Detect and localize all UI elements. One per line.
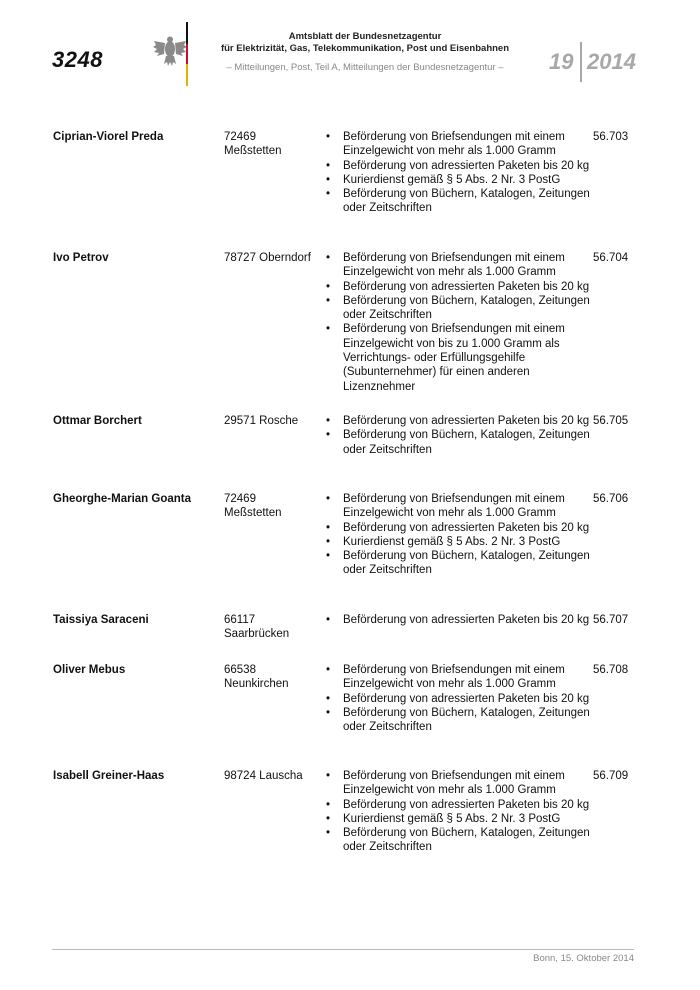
service-list <box>326 663 591 734</box>
licensee-place <box>224 769 324 783</box>
issue-separator <box>580 42 582 82</box>
service-item: • Beförderung von adressierten Paketen bis 20 kg <box>326 798 591 812</box>
place-line: 98724 Lauscha <box>224 770 303 782</box>
licensee-place <box>224 251 324 265</box>
service-item: • Beförderung von adressierten Paketen bis 20 kg <box>326 521 591 535</box>
issue-number: 19 <box>549 49 574 74</box>
license-number: 56.703 <box>593 131 629 143</box>
place-line: Saarbrücken <box>224 628 290 641</box>
issue-year: 2014 <box>587 49 636 74</box>
service-item: • Beförderung von Briefsendungen mit einem Einzelgewicht von mehr als 1.000 Gramm <box>326 251 591 280</box>
licensee-name: Gheorghe-Marian Goanta <box>53 493 192 505</box>
service-item: • Kurierdienst gemäß § 5 Abs. 2 Nr. 3 PostG <box>326 535 591 549</box>
licensee-name: Taissiya Saraceni <box>53 614 149 626</box>
license-number: 56.704 <box>593 252 629 264</box>
flag-bar-black <box>186 22 188 44</box>
service-list <box>326 251 591 394</box>
service-item: • Beförderung von adressierten Paketen bis 20 kg <box>326 692 591 706</box>
service-item: • Beförderung von adressierten Paketen bis 20 kg <box>326 280 591 294</box>
service-item: • Beförderung von adressierten Paketen bis 20 kg <box>326 159 591 173</box>
service-list <box>326 492 591 578</box>
license-number: 56.708 <box>593 664 629 676</box>
place-line: 78727 Oberndorf <box>224 252 311 264</box>
flag-bar-red <box>186 44 188 64</box>
footer-date: Bonn, 15. Oktober 2014 <box>533 953 634 964</box>
place-line: Neunkirchen <box>224 678 289 691</box>
service-item: • Beförderung von adressierten Paketen bis 20 kg <box>326 414 591 428</box>
service-item: • Beförderung von Büchern, Katalogen, Zeitungen oder Zeitschriften <box>326 826 591 855</box>
service-item: • Beförderung von Büchern, Katalogen, Zeitungen oder Zeitschriften <box>326 428 591 457</box>
service-list <box>326 414 591 457</box>
service-item: • Beförderung von Büchern, Katalogen, Zeitungen oder Zeitschriften <box>326 294 591 323</box>
header-publication-subtitle: für Elektrizität, Gas, Telekommunikation, Post und Eisenbahnen <box>220 42 510 54</box>
page-number: 3248 <box>52 47 103 72</box>
license-number: 56.705 <box>593 415 629 427</box>
licensee-name: Ciprian-Viorel Preda <box>53 131 164 143</box>
licensee-place <box>224 613 324 642</box>
service-item: • Beförderung von Büchern, Katalogen, Zeitungen oder Zeitschriften <box>326 187 591 216</box>
place-line: 72469 <box>224 131 256 143</box>
licensee-name: Ottmar Borchert <box>53 415 142 427</box>
service-list <box>326 613 591 627</box>
service-list <box>326 130 591 216</box>
header-title-block <box>200 31 530 73</box>
license-number: 56.706 <box>593 493 629 505</box>
flag-bar-gold <box>186 64 188 86</box>
license-number: 56.707 <box>593 614 629 626</box>
service-list <box>326 769 591 855</box>
licensee-name: Isabell Greiner-Haas <box>53 770 165 782</box>
licensee-name: Oliver Mebus <box>53 664 126 676</box>
service-item: • Beförderung von Büchern, Katalogen, Zeitungen oder Zeitschriften <box>326 549 591 578</box>
licensee-place <box>224 492 324 521</box>
place-line: 66538 <box>224 664 256 676</box>
header-section: – Mitteilungen, Post, Teil A, Mitteilungen der Bundesnetzagentur – <box>226 62 504 73</box>
place-line: Meßstetten <box>224 507 282 520</box>
licensee-place <box>224 663 324 692</box>
service-item: • Beförderung von Briefsendungen mit einem Einzelgewicht von mehr als 1.000 Gramm <box>326 769 591 798</box>
licensee-place <box>224 130 324 159</box>
service-item: • Beförderung von Büchern, Katalogen, Zeitungen oder Zeitschriften <box>326 706 591 735</box>
licensee-place <box>224 414 324 428</box>
place-line: 72469 <box>224 493 256 505</box>
licensee-name: Ivo Petrov <box>53 252 109 264</box>
place-line: Meßstetten <box>224 145 282 158</box>
service-item: • Beförderung von adressierten Paketen bis 20 kg <box>326 613 591 627</box>
header-publication-title: Amtsblatt der Bundesnetzagentur <box>288 31 442 42</box>
service-item: • Beförderung von Briefsendungen mit einem Einzelgewicht von mehr als 1.000 Gramm <box>326 130 591 159</box>
service-item: • Kurierdienst gemäß § 5 Abs. 2 Nr. 3 PostG <box>326 173 591 187</box>
service-item: • Beförderung von Briefsendungen mit einem Einzelgewicht von mehr als 1.000 Gramm <box>326 492 591 521</box>
place-line: 66117 <box>224 614 256 626</box>
place-line: 29571 Rosche <box>224 415 299 427</box>
footer-divider <box>52 949 634 950</box>
service-item: • Beförderung von Briefsendungen mit einem Einzelgewicht von bis zu 1.000 Gramm als Verrichtungs- oder Erfüllungsgehilfe (Subunternehmer) für einen anderen Lizenznehmer <box>326 322 591 393</box>
service-item: • Kurierdienst gemäß § 5 Abs. 2 Nr. 3 PostG <box>326 812 591 826</box>
license-number: 56.709 <box>593 770 629 782</box>
service-item: • Beförderung von Briefsendungen mit einem Einzelgewicht von mehr als 1.000 Gramm <box>326 663 591 692</box>
federal-eagle-icon <box>152 33 188 69</box>
